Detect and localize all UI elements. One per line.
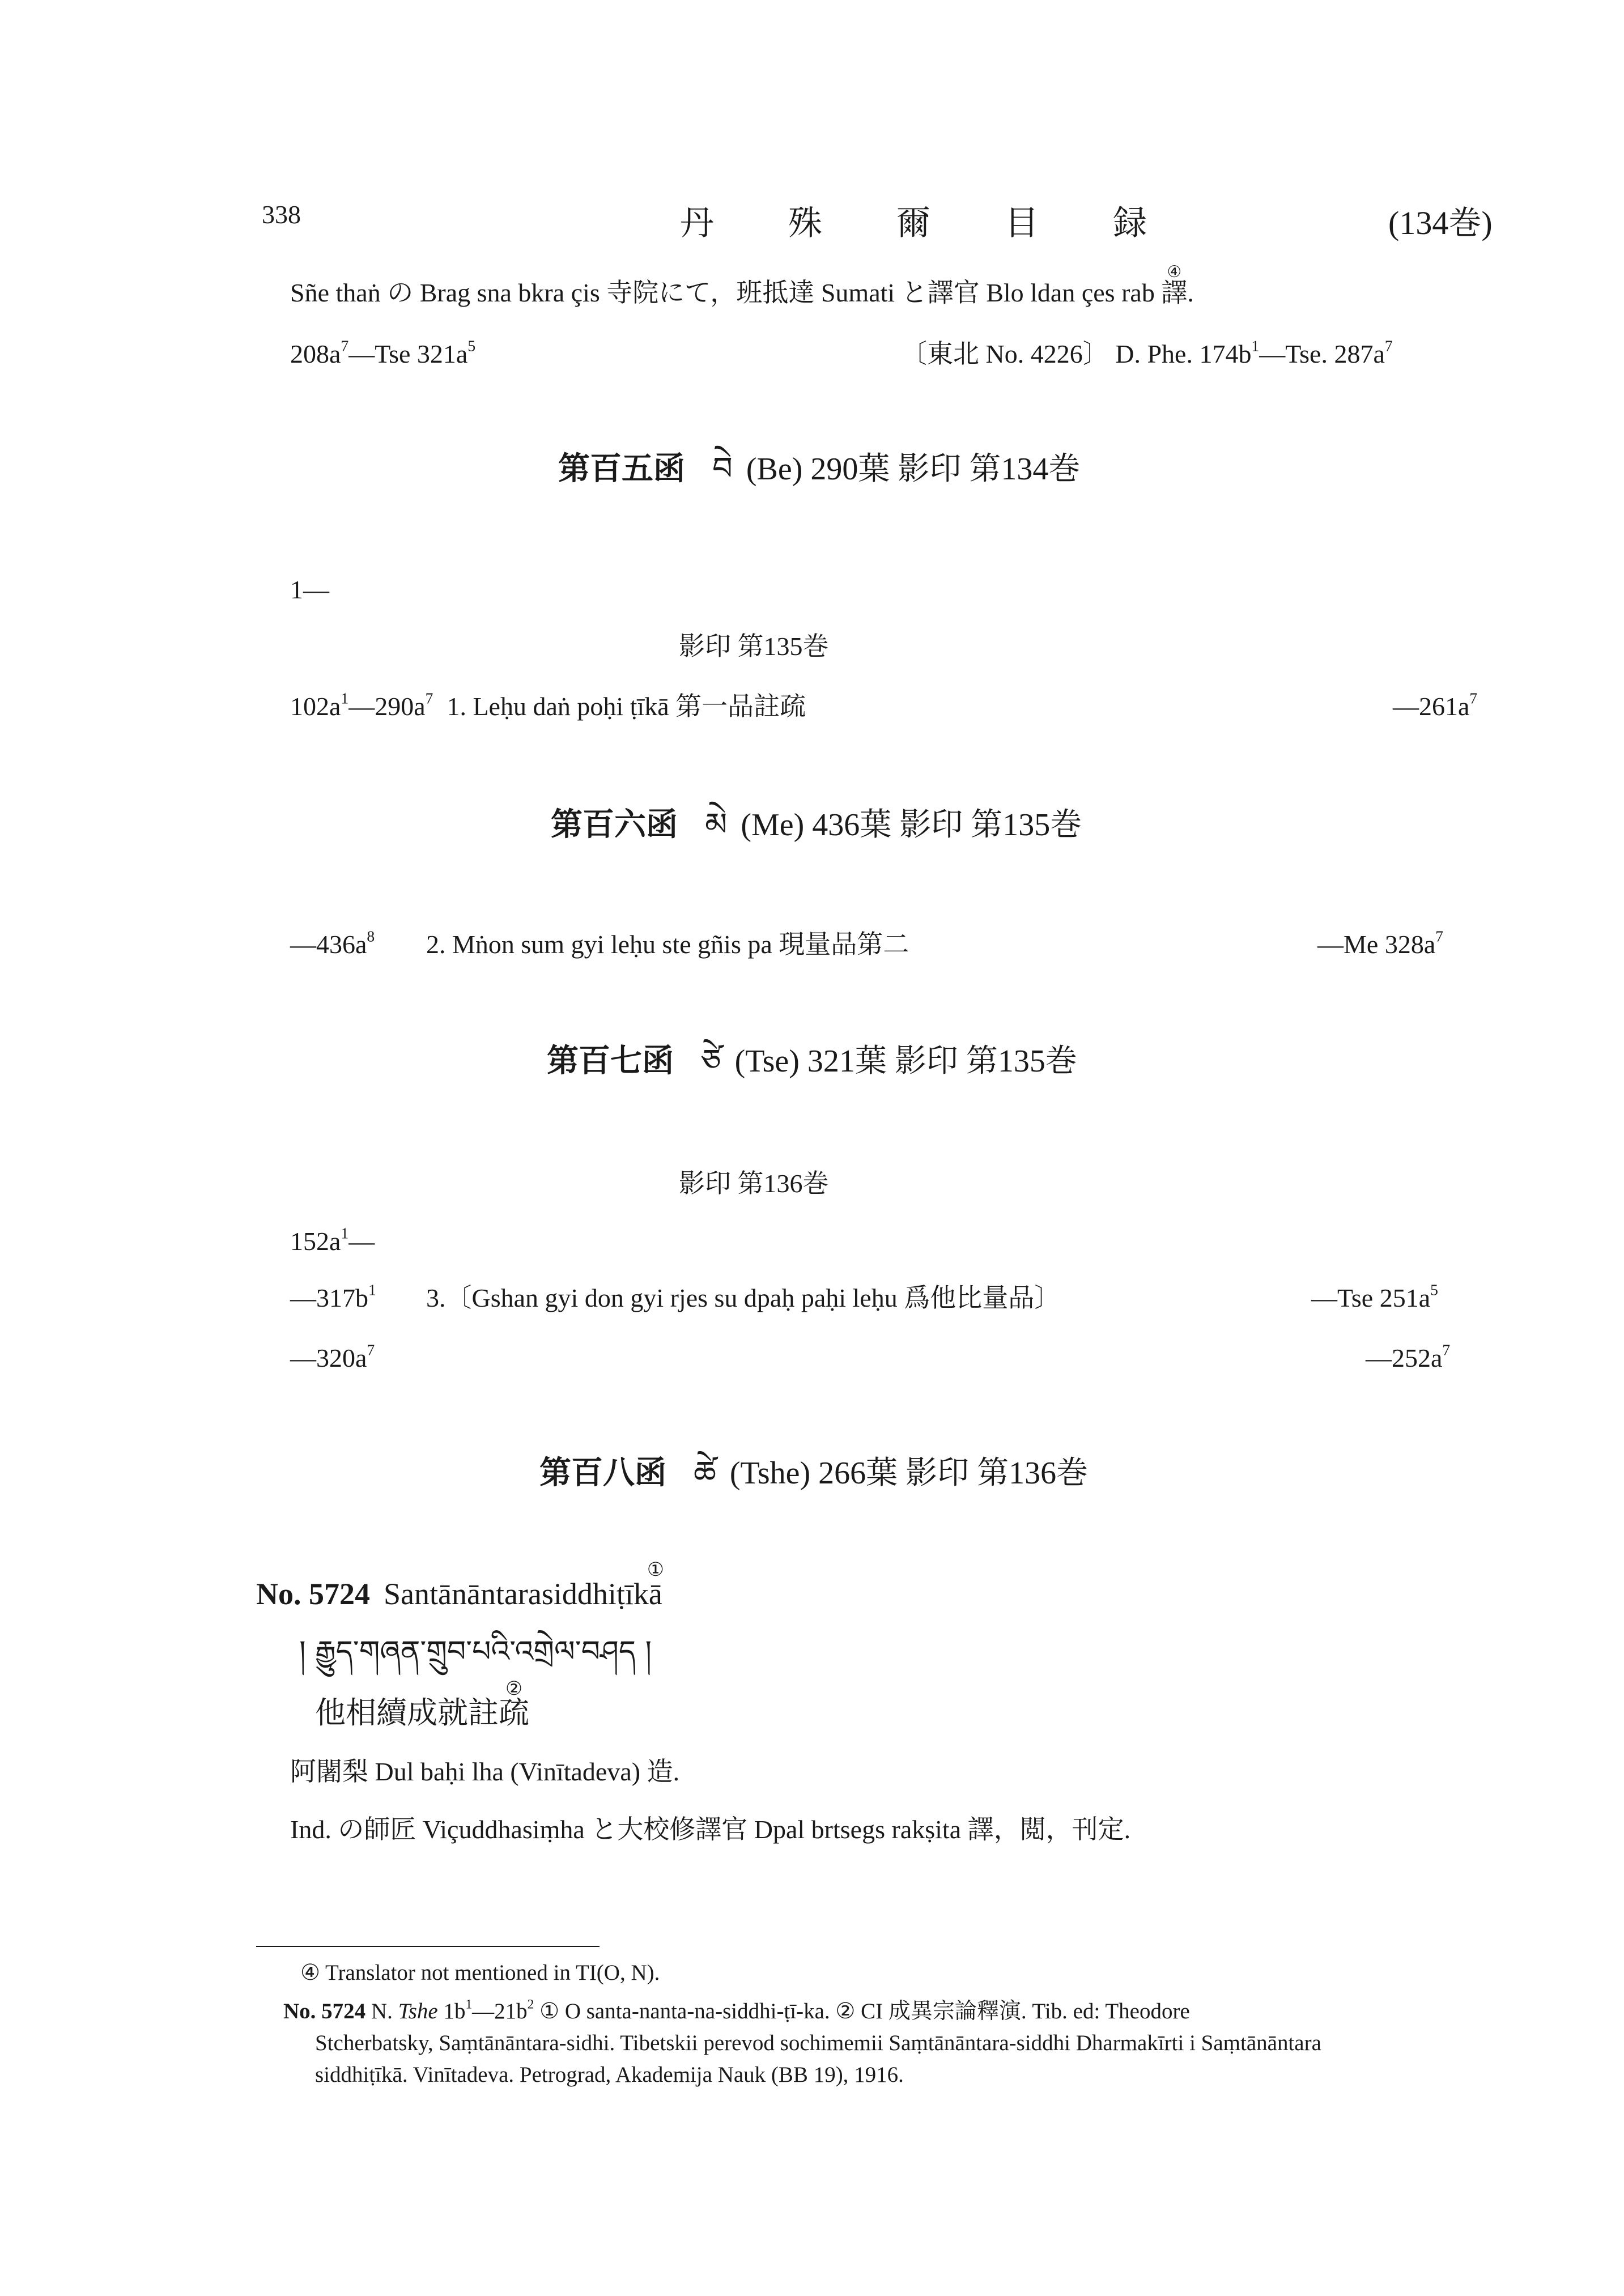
chapter-end-folio-2: —Me $328a^7$	[1317, 927, 1444, 959]
footnote-divider	[256, 1946, 600, 1947]
tibetan-letter: བེ	[712, 450, 733, 487]
chapter-end-folio: $—252a^7$	[1366, 1341, 1451, 1372]
case-heading-105: 第百五函 བེ (Be) 290葉 影印 第134巻	[558, 450, 1081, 487]
folio-start: 1—	[290, 575, 329, 604]
tibetan-title: ། རྒྱུད་གཞན་གྲུབ་པའི་འགྲེལ་བཤད །	[299, 1635, 652, 1669]
volume-label: (134巻)	[1388, 205, 1493, 241]
folio-end: $—320a^7$	[290, 1341, 375, 1372]
chapter-entry-1: $102a^1—290a^7$ 1. Leḥu daṅ poḥi ṭīkā 第一品註疏	[290, 689, 806, 721]
entry-heading-5724: No. 5724 Santānāntarasiddhiṭīk ① ā	[256, 1559, 664, 1611]
chapter-end-folio-1: $—261a^7$	[1393, 689, 1478, 721]
folio-end: $—317b^1$	[290, 1281, 376, 1312]
running-title: 丹 殊 爾 目 録	[680, 205, 1180, 242]
volume-note: 影印 第135巻	[679, 632, 829, 661]
chinese-title: 他相續成就註 ② 疏	[315, 1678, 529, 1730]
case-heading-107: 第百七函 ཙེ (Tse) 321葉 影印 第135巻	[547, 1043, 1077, 1079]
tibetan-letter: ཚེ	[694, 1455, 716, 1491]
footnote-4: ④ Translator not mentioned in TI(O, N).	[300, 1961, 660, 1985]
footnote-5724-line2: Stcherbatsky, Saṃtānāntara-sidhi. Tibetskii perevod sochimemii Saṃtānāntara-siddhi Dharmakīrti i Saṃtānāntara	[315, 2031, 1321, 2055]
chapter-end-folio-3: —Tse $251a^5$	[1311, 1281, 1438, 1312]
author-line: 阿闍梨 Dul baḥi lha (Vinītadeva) 造.	[290, 1757, 680, 1786]
chapter-entry-3: 3.〔Gshan gyi don gyi rjes su dpaḥ paḥi leḥu 爲他比量品〕	[426, 1283, 1061, 1312]
footnote-5724-line3: siddhiṭīkā. Vinītadeva. Petrograd, Akademija Nauk (BB 19), 1916.	[315, 2063, 904, 2087]
tibetan-letter: ཙེ	[701, 1043, 721, 1079]
folio-start: $152a^1—$	[290, 1224, 375, 1256]
translation-note: Sñe thaṅ の Brag sna bkra çis 寺院にて，班抵達 Sumati と譯官 Blo ldan çes rab ④ 譯.	[290, 263, 1194, 307]
folio-range: $208a^7—Tse$ $321a^5$	[290, 337, 476, 368]
tibetan-letter: མེ	[705, 806, 728, 843]
footnote-marker-4: ④	[1167, 263, 1182, 281]
footnote-marker-2: ②	[505, 1678, 523, 1700]
folio-end: $—436a^8$	[290, 927, 375, 959]
chapter-entry-2: 2. Mṅon sum gyi leḥu ste gñis pa 現量品第二	[426, 930, 909, 959]
volume-note: 影印 第136巻	[679, 1169, 829, 1198]
derge-reference: 〔東北 No. 4226〕 D. Phe. $174b^1—Tse$. $287a^7$	[901, 337, 1393, 368]
case-heading-106: 第百六函 མེ (Me) 436葉 影印 第135巻	[551, 806, 1082, 843]
sanskrit-title: Santānāntarasiddhiṭīk	[384, 1577, 649, 1611]
translator-line: Ind. の師匠 Viçuddhasiṃha と大校修譯官 Dpal brtsegs rakṣita 譯，閲，刊定.	[290, 1815, 1131, 1844]
footnote-5724: No. 5724 N. Tshe $1b^1—21b^2$ ① O santa-nanta-na-siddhi-ṭī-ka. ② CI 成異宗論釋演. Tib. ed: Theodore	[283, 1997, 1190, 2023]
page-number: 338	[262, 200, 301, 229]
footnote-marker-1: ①	[647, 1559, 664, 1581]
case-heading-108: 第百八函 ཚེ (Tshe) 266葉 影印 第136巻	[539, 1455, 1089, 1491]
entry-number: No. 5724	[256, 1577, 370, 1611]
